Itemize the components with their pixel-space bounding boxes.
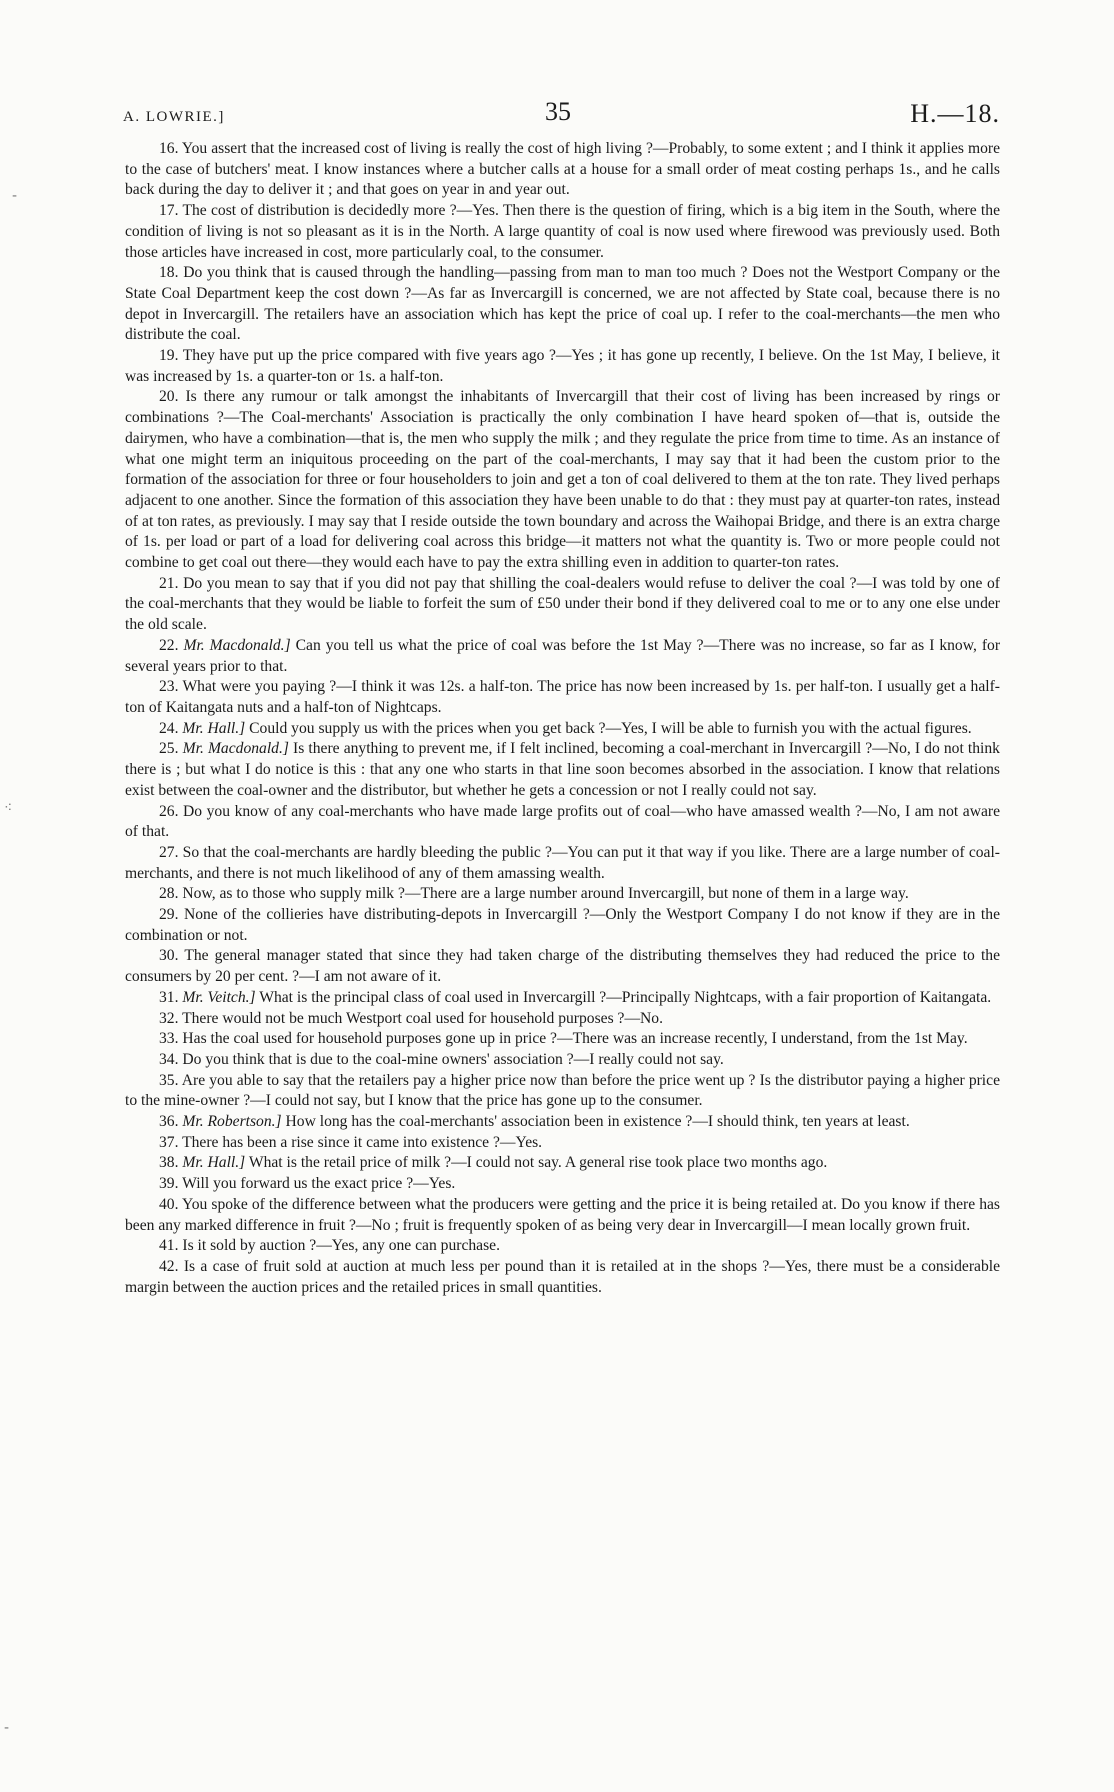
testimony-paragraph: 19. They have put up the price compared with five years ago ?—Yes ; it has gone up recently, I believe. On the 1st May, I believe, it was increased by 1s. a quarter-ton or 1s. a half-ton.: [125, 347, 1000, 385]
testimony-paragraph: 23. What were you paying ?—I think it was 12s. a half-ton. The price has now been increased by 1s. per half-ton. I usually get a half-ton of Kaitangata nuts and a half-ton of Nightcaps.: [125, 678, 1000, 716]
testimony-paragraph: 33. Has the coal used for household purposes gone up in price ?—There was an increase recently, I understand, from the 1st May.: [159, 1030, 968, 1048]
question-number: 38.: [159, 1154, 179, 1172]
testimony-paragraph: 29. None of the collieries have distributing-depots in Invercargill ?—Only the Westport Company I do not know if they are in the combination or not.: [125, 906, 1000, 944]
speaker-name: Mr. Hall.]: [182, 1154, 246, 1172]
testimony-paragraph: 17. The cost of distribution is decidedly more ?—Yes. Then there is the question of firing, which is a big item in the South, where the condition of living is not so pleasant as it is in the North. A large quantity of coal is now used where firewood was previously used. Both those articles have increased in cost, more particularly coal, to the consumer.: [125, 202, 1000, 261]
paragraph-text: Can you tell us what the price of coal was before the 1st May ?—There was no increase, so far as I know, for several years prior to that.: [125, 636, 1001, 675]
testimony-paragraph: 42. Is a case of fruit sold at auction at much less per pound than it is retailed at in the shops ?—Yes, there must be a considerable margin between the auction prices and the retailed prices in small quantities.: [125, 1257, 1000, 1296]
testimony-paragraph: 16. You assert that the increased cost of living is really the cost of high living ?—Probably, to some extent ; and I think it applies more to the case of butchers' meat. I know instances where a butcher calls at a house for a small order of meat costing perhaps 1s., and he calls back during the day to deliver it ; and that goes on year in and year out.: [125, 140, 1000, 199]
testimony-paragraph: 27. So that the coal-merchants are hardly bleeding the public ?—You can put it that way if you like. There are a large number of coal-merchants, and there is not much likelihood of any of them amassing wealth.: [125, 843, 1000, 882]
speaker-name: Mr. Hall.]: [182, 719, 246, 737]
paragraph-text: What is the principal class of coal used in Invercargill ?—Principally Nightcaps, with a fair proportion of Kaitangata.: [259, 988, 992, 1006]
testimony-paragraph: 26. Do you know of any coal-merchants who have made large profits out of coal—who have amassed wealth ?—No, I am not aware of that.: [125, 802, 1000, 841]
testimony-paragraph: 35. Are you able to say that the retailers pay a higher price now than before the price went up ? Is the distributor paying a higher price to the mine-owner ?—I could not say, but I know that the price has gone up to the consumer.: [125, 1071, 1000, 1110]
testimony-paragraph: 41. Is it sold by auction ?—Yes, any one can purchase.: [159, 1237, 500, 1255]
question-number: 25.: [159, 740, 179, 758]
testimony-paragraph: 21. Do you mean to say that if you did not pay that shilling the coal-dealers would refuse to deliver the coal ?—I was told by one of the coal-merchants that they would be liable to forfeit the sum of £50 under their bond if they delivered coal to me or to any one else under the old scale.: [125, 574, 1000, 634]
speaker-name: Mr. Macdonald.]: [182, 740, 289, 758]
paragraph-text: Is there anything to prevent me, if I felt inclined, becoming a coal-merchant in Invercargill ?—No, I do not think there is ; but what I do notice is this : that any one who starts in that line soon becomes absorbed in the association. I know that relations exist between the coal-owner and the distributor, but whether he gets a concession or not I really could not say.: [125, 740, 1000, 799]
document-page: [125, 95, 1000, 1775]
testimony-paragraph: 28. Now, as to those who supply milk ?—There are a large number around Invercargill, but none of them in a large way.: [159, 885, 909, 903]
question-number: 31.: [159, 988, 179, 1006]
question-number: 36.: [159, 1113, 179, 1131]
question-number: 24.: [159, 719, 179, 737]
testimony-paragraph: [125, 988, 1000, 1009]
testimony-paragraph: 32. There would not be much Westport coal used for household purposes ?—No.: [159, 1009, 664, 1027]
page-header: [125, 95, 1000, 139]
testimony-paragraph: [125, 636, 1000, 677]
document-reference: H.—18.: [910, 99, 1000, 128]
paragraph-text: How long has the coal-merchants' association been in existence ?—I should think, ten years at least.: [285, 1113, 910, 1131]
margin-mark: ⁖: [4, 800, 13, 816]
testimony-paragraph: 37. There has been a rise since it came into existence ?—Yes.: [159, 1133, 543, 1151]
testimony-paragraph: 34. Do you think that is due to the coal-mine owners' association ?—I really could not say.: [159, 1050, 724, 1068]
paragraph-text: Could you supply us with the prices when you get back ?—Yes, I will be able to furnish you with the actual figures.: [249, 719, 972, 737]
speaker-name: Mr. Robertson.]: [182, 1113, 282, 1131]
speaker-name: Mr. Veitch.]: [182, 988, 256, 1006]
paragraph-text: What is the retail price of milk ?—I could not say. A general rise took place two months ago.: [248, 1154, 828, 1172]
testimony-paragraph: [125, 1153, 1000, 1174]
testimony-paragraph: 18. Do you think that is caused through the handling—passing from man to man too much ? Does not the Westport Company or the State Coal Department keep the cost down ?—As far as Invercargill is concerned, we are not affected by State coal, because there is no depot in Invercargill. The retailers have an association which has kept the price of coal up. I refer to the coal-merchants—the men who distribute the coal.: [125, 264, 1000, 344]
speaker-name: Mr. Macdonald.]: [183, 636, 291, 654]
testimony-paragraph: 30. The general manager stated that since they had taken charge of the distributing themselves they had reduced the price to the consumers by 20 per cent. ?—I am not aware of it.: [125, 947, 1000, 986]
witness-name: A. LOWRIE.]: [123, 109, 225, 125]
question-number: 22.: [159, 636, 179, 654]
testimony-paragraph: 39. Will you forward us the exact price ?—Yes.: [159, 1175, 456, 1193]
testimony-paragraph: 20. Is there any rumour or talk amongst the inhabitants of Invercargill that their cost of living has been increased by rings or combinations ?—The Coal-merchants' Association is practically the only combination I have heard spoken of—that is, outside the dairymen, who have a combination—that is, the men who supply the milk ; and they regulate the price from time to time. As an instance of what one might term an iniquitous proceeding on the part of the coal-merchants, I may say that it had been the custom prior to the formation of the association for three or four householders to join and get a ton of coal delivered to them at the ton rate. They lived perhaps adjacent to one another. Since the formation of this association they have been unable to do that : they must pay at quarter-ton rates, instead of at ton rates, as previously. I may say that I reside outside the town boundary and across the Waihopai Bridge, and there is an extra charge of 1s. per load or part of a load for delivering coal across this bridge—it matters not what the quantity is. Two or more people could not combine to get coal out there—they would each have to pay the extra shilling even in addition to quarter-ton rates.: [125, 388, 1000, 572]
testimony-paragraph: [125, 1112, 1000, 1133]
testimony-paragraph: [125, 719, 1000, 740]
margin-mark: -: [12, 188, 18, 204]
margin-mark: -: [4, 1720, 10, 1736]
page-number: 35: [545, 97, 571, 126]
testimony-body: [125, 139, 1000, 1298]
testimony-paragraph: 40. You spoke of the difference between what the producers were getting and the price it is being retailed at. Do you know if there has been any marked difference in fruit ?—No ; fruit is frequently spoken of as being very dear in Invercargill—I mean locally grown fruit.: [125, 1195, 1000, 1234]
testimony-paragraph: [125, 739, 1000, 801]
